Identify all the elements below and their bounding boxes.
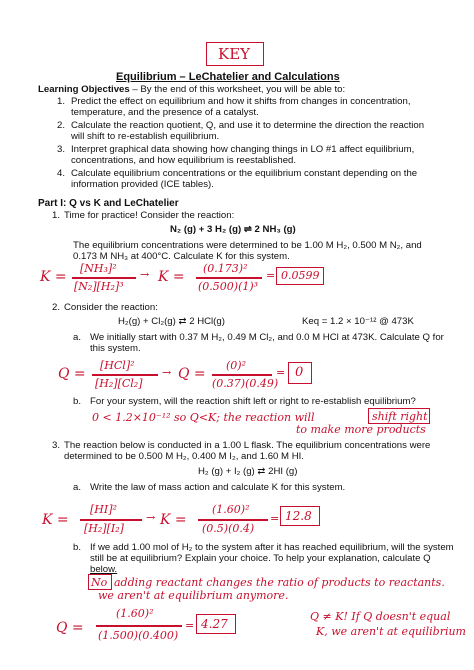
q2-reaction: H₂(g) + Cl₂(g) ⇄ 2 HCl(g) [118,316,225,327]
hw-equals: = [276,366,286,379]
q3-reaction: H₂ (g) + I₂ (g) ⇄ 2HI (g) [198,466,298,477]
hw-fraction-denominator: [H₂][Cl₂] [95,377,143,390]
hw-fraction-bar [72,277,136,279]
hw-answer: 4.27 [201,617,228,631]
q3a-label: a. [73,482,82,493]
q1-reaction: N₂ (g) + 3 H₂ (g) ⇌ 2 NH₃ (g) [170,224,296,235]
hw-fraction-denominator: (0.37)(0.49) [212,377,279,390]
hw-k-symbol: K = [158,269,185,285]
objective-number: 2. [57,120,66,131]
hw-fraction-numerator: [NH₃]² [80,262,117,275]
objective-line: concentrations, and how equilibrium is reestablished. [71,155,297,166]
q2b-label: b. [73,396,82,407]
hw-q2b-answer-line: to make more products [296,423,426,436]
hw-fraction-bar [196,277,262,279]
q3b-text-line: below. [90,564,118,575]
hw-fraction-numerator: (1.60)² [212,503,250,516]
hw-fraction-numerator: [HCl]² [100,359,135,372]
hw-q-symbol: Q = [58,366,86,382]
q3b-label: b. [73,542,82,553]
q3b-text-line: If we add 1.00 mol of H₂ to the system after it has reached equilibrium, will the system [90,542,454,553]
q2a-text-line: this system. [90,343,141,354]
learning-objectives-intro: – By the end of this worksheet, you will be able to: [132,84,346,95]
hw-fraction-numerator: (1.60)² [116,607,154,620]
objective-number: 4. [57,168,66,179]
objective-line: Predict the effect on equilibrium and how it shifts from changes in concentration, [71,96,411,107]
hw-fraction-numerator: (0)² [226,359,246,372]
q3-number: 3. [52,440,61,451]
q2-number: 2. [52,302,61,313]
hw-fraction-denominator: (0.500)(1)³ [198,280,259,293]
hw-q-symbol: Q = [178,366,206,382]
hw-arrow: → [162,366,172,379]
hw-fraction-numerator: (0.173)² [203,262,248,275]
objective-line: Interpret graphical data showing how changing things in LO #1 affect equilibrium, [71,144,415,155]
q2a-text-line: We initially start with 0.37 M H₂, 0.49 M Cl₂, and 0.0 M HCl at 473K. Calculate Q for [90,332,444,343]
objective-number: 3. [57,144,66,155]
hw-k-symbol: K = [40,269,67,285]
objective-line: Calculate the reaction quotient, Q, and use it to determine the direction the reaction [71,120,425,131]
hw-fraction-bar [92,374,158,376]
hw-fraction-bar [212,374,272,376]
learning-objectives [38,84,345,95]
hw-fraction-denominator: (1.500)(0.400) [98,629,179,642]
hw-equals: = [185,619,195,632]
hw-answer: 12.8 [285,509,312,523]
hw-equals: = [266,269,276,282]
hw-fraction-denominator: (0.5)(0.4) [202,522,255,535]
hw-q3b-answer-line: we aren't at equilibrium anymore. [98,589,289,602]
hw-arrow: → [146,511,156,524]
q1-prompt: Time for practice! Consider the reaction: [64,210,235,221]
hw-boxed-answer: shift right [372,410,428,423]
objective-number: 1. [57,96,66,107]
hw-arrow: → [140,268,150,281]
learning-objectives-heading: Learning Objectives [38,84,130,95]
q1-text-line: The equilibrium concentrations were determined to be 1.00 M H₂, 0.500 M N₂, and [73,240,422,251]
q2a-label: a. [73,332,82,343]
q3a-text: Write the law of mass action and calculate K for this system. [90,482,346,493]
hw-answer: 0.0599 [281,269,320,282]
q3-text-line: determined to be 0.500 M H₂, 0.400 M I₂, and 1.60 M HI. [64,451,304,462]
key-stamp: KEY [218,45,251,63]
hw-no: No [91,576,108,589]
hw-q2b-answer-line: 0 < 1.2×10⁻¹² so Q<K; the reaction will [92,411,315,424]
objective-line: information provided (ICE tables). [71,179,214,190]
hw-fraction-denominator: [H₂][I₂] [84,522,124,535]
hw-q3b-answer-line: adding reactant changes the ratio of products to reactants. [114,576,445,589]
hw-fraction-bar [96,625,182,627]
q1-number: 1. [52,210,61,221]
hw-answer: 0 [295,365,304,380]
hw-fraction-bar [80,519,142,521]
q2-prompt: Consider the reaction: [64,302,158,313]
objective-line: temperature, and the presence of a catalyst. [71,107,259,118]
hw-equals: = [270,512,280,525]
hw-q-symbol: Q = [56,620,84,636]
page-title: Equilibrium – LeChatelier and Calculations [116,71,340,83]
hw-fraction-bar [198,519,268,521]
hw-fraction-denominator: [N₂][H₂]³ [74,280,124,293]
part1-heading: Part I: Q vs K and LeChatelier [38,198,179,209]
q2-keq: Keq = 1.2 × 10⁻¹² @ 473K [302,316,414,327]
hw-fraction-numerator: [HI]² [90,503,117,516]
hw-side-note: Q ≠ K! If Q doesn't equal [310,610,451,623]
q3b-text-line: still be at equilibrium? Explain your choice. To help your explanation, calculate Q [90,553,431,564]
hw-side-note: K, we aren't at equilibrium [316,625,466,638]
q2b-text: For your system, will the reaction shift left or right to re-establish equilibrium? [90,396,416,407]
objective-line: Calculate equilibrium concentrations or the equilibrium constant depending on the [71,168,418,179]
q1-text-line: 0.173 M NH₃ at 400°C. Calculate K for this system. [73,251,290,262]
hw-k-symbol: K = [42,512,69,528]
q3-text-line: The reaction below is conducted in a 1.00 L flask. The equilibrium concentrations were [64,440,431,451]
hw-k-symbol: K = [160,512,187,528]
objective-line: will shift to re-establish equilibrium. [71,131,220,142]
